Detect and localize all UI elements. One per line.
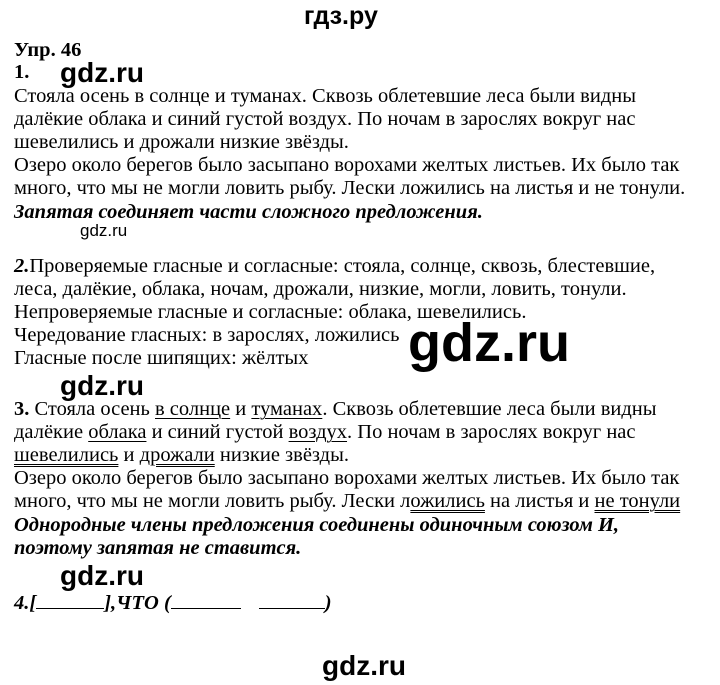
task-3-line-3 — [14, 443, 349, 467]
task-3-number: 3. — [14, 398, 30, 420]
task-2-line-text: Проверяемые гласные и согласные: стояла, солнце, сквозь, блестевшие, — [29, 255, 656, 277]
underlined-word: туманах — [251, 398, 323, 420]
text-span: на листья и — [484, 490, 595, 512]
text-span: . Сквозь облетевшие леса были видны — [322, 398, 657, 420]
underlined-word: в солнце — [155, 398, 231, 420]
task-2-line-3: Непроверяемые гласные и согласные: облака, шевелились. — [14, 301, 527, 323]
task-2-line-5: Гласные после шипящих: жёлтых — [14, 347, 309, 369]
watermark-3: gdz.ru — [60, 560, 144, 591]
task-3-line-1 — [14, 397, 657, 421]
watermark-2: gdz.ru — [60, 370, 144, 401]
task-3-conclusion-1: Однородные члены предложения соединены одиночным союзом И, — [14, 514, 620, 536]
task-2-line-2: леса, далёкие, облака, ночам, дрожали, низкие, могли, ловить, тонули. — [14, 278, 627, 300]
exercise-title: Упр. 46 — [14, 39, 82, 61]
task-1-line: Озеро около берегов было засыпано ворохами желтых листьев. Их было так — [14, 154, 680, 176]
task-3-line-2 — [14, 420, 635, 444]
task-1-line: Стояла осень в солнце и туманах. Сквозь облетевшие леса были видны — [14, 85, 637, 107]
scheme-blank — [171, 590, 241, 609]
scheme-suffix: ) — [324, 592, 332, 614]
double-underlined-word: дрожали — [139, 444, 215, 466]
double-underlined-word: шевелились — [14, 444, 119, 466]
task-1-number: 1. — [14, 61, 30, 83]
double-underlined-word: ожились — [410, 490, 485, 512]
scheme-prefix: 4.[ — [14, 592, 37, 614]
task-1-line: много, что мы не могли ловить рыбу. Лески ложились на листья и не тонули. — [14, 177, 686, 199]
watermark-1: gdz.ru — [60, 57, 144, 88]
watermark-large: gdz.ru — [408, 313, 570, 373]
watermark-bottom: gdz.ru — [322, 650, 406, 681]
scheme-blank — [36, 590, 104, 609]
text-span: и — [118, 444, 140, 466]
text-span: Стояла осень — [29, 398, 155, 420]
task-2-line-4: Чередование гласных: в зарослях, ложились — [14, 324, 400, 346]
task-3-line-5 — [14, 489, 680, 513]
text-span: много, что мы не могли ловить рыбу. Лески л — [14, 490, 411, 512]
scheme-middle: ],ЧТО ( — [104, 592, 171, 614]
task-2-line-1 — [14, 254, 655, 278]
task-1-line: далёкие облака и синий густой воздух. По ночам в зарослях вокруг нас — [14, 108, 636, 130]
site-watermark-top: гдз.ру — [304, 2, 378, 30]
task-3-conclusion-2: поэтому запятая не ставится. — [14, 537, 302, 559]
underlined-word: облака — [88, 421, 147, 443]
task-3-line-4: Озеро около берегов было засыпано ворохами желтых листьев. Их было так — [14, 467, 680, 489]
task-1-conclusion: Запятая соединяет части сложного предложения. — [14, 201, 483, 223]
task-2-number: 2. — [14, 255, 30, 277]
task-4-scheme — [14, 590, 332, 615]
text-span: низкие звёзды. — [214, 444, 349, 466]
underlined-word: воздух — [288, 421, 348, 443]
watermark-small: gdz.ru — [80, 221, 128, 240]
task-1-line: шевелились и дрожали низкие звёзды. — [14, 131, 349, 153]
text-span: далёкие — [14, 421, 89, 443]
text-span: и синий густой — [146, 421, 289, 443]
double-underlined-word: не тонули — [594, 490, 681, 512]
text-span: и — [230, 398, 252, 420]
text-span: . По ночам в зарослях вокруг нас — [347, 421, 636, 443]
scheme-blank — [259, 590, 325, 609]
